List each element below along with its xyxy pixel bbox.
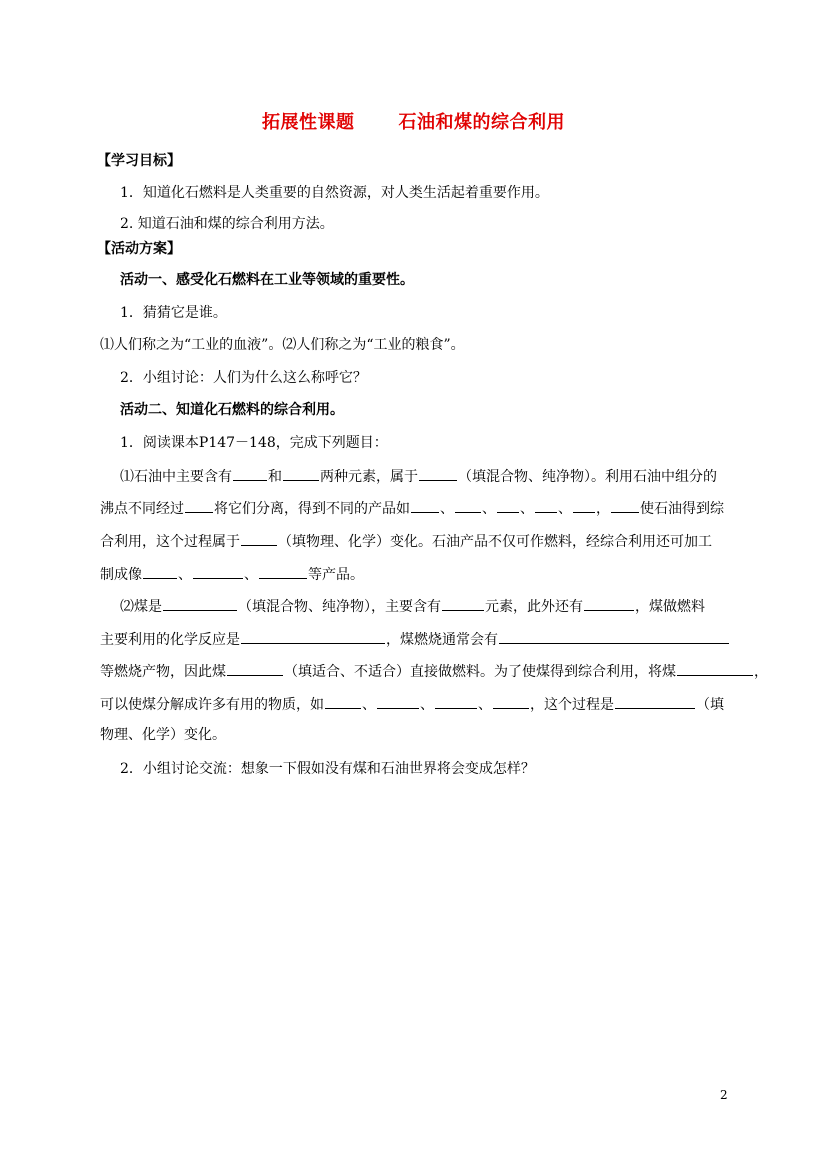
goal-1: 1．知道化石燃料是人类重要的自然资源，对人类生活起着重要作用。 bbox=[120, 185, 549, 201]
blank[interactable] bbox=[499, 629, 729, 644]
blank[interactable] bbox=[419, 466, 457, 481]
blank[interactable] bbox=[611, 498, 639, 513]
blank[interactable] bbox=[677, 661, 753, 676]
title-left: 拓展性课题 bbox=[262, 112, 355, 133]
oil-line-4: 制成像 、 、 等产品。 bbox=[100, 564, 364, 584]
blank[interactable] bbox=[325, 694, 361, 709]
blank[interactable] bbox=[584, 596, 634, 611]
coal-line-3: 等燃烧产物，因此煤 （填适合、不适合）直接做燃料。为了使煤得到综合利用，将煤 ， bbox=[100, 661, 768, 681]
blank[interactable] bbox=[185, 498, 213, 513]
blank[interactable] bbox=[435, 694, 477, 709]
plan-heading: 【活动方案】 bbox=[97, 241, 181, 257]
blank[interactable] bbox=[283, 466, 319, 481]
blank[interactable] bbox=[233, 466, 267, 481]
blank[interactable] bbox=[573, 498, 595, 513]
coal-line-4: 可以使煤分解成许多有用的物质，如 、 、 、 ，这个过程是 （填 bbox=[100, 694, 724, 714]
blank[interactable] bbox=[535, 498, 557, 513]
blank[interactable] bbox=[493, 694, 529, 709]
activity2-heading: 活动二、知道化石燃料的综合利用。 bbox=[120, 402, 344, 418]
coal-line-2: 主要利用的化学反应是 ，煤燃烧通常会有 bbox=[100, 629, 730, 649]
goals-heading: 【学习目标】 bbox=[97, 153, 181, 169]
goal-2: 2. 知道石油和煤的综合利用方法。 bbox=[120, 216, 334, 232]
blank[interactable] bbox=[163, 596, 237, 611]
page-title bbox=[0, 108, 827, 134]
blank[interactable] bbox=[193, 564, 243, 579]
oil-line-1: ⑴石油中主要含有 和 两种元素，属于 （填混合物、纯净物）。利用石油中组分的 bbox=[120, 466, 717, 486]
oil-line-2: 沸点不同经过 将它们分离，得到不同的产品如 、 、 、 、 ， 使石油得到综 bbox=[100, 498, 724, 518]
blank[interactable] bbox=[227, 661, 283, 676]
blank[interactable] bbox=[442, 596, 484, 611]
coal-line-5: 物理、化学）变化。 bbox=[100, 727, 226, 743]
discussion-question: 2．小组讨论交流：想象一下假如没有煤和石油世界将会变成怎样？ bbox=[120, 761, 535, 777]
activity1-question-1-detail: ⑴人们称之为“工业的血液”。⑵人们称之为“工业的粮食”。 bbox=[100, 337, 465, 353]
page-number: 2 bbox=[720, 1088, 728, 1102]
activity1-question-1: 1．猜猜它是谁。 bbox=[120, 305, 227, 321]
blank[interactable] bbox=[241, 531, 277, 546]
activity2-question-1: 1．阅读课本P147－148，完成下列题目： bbox=[120, 435, 388, 451]
blank[interactable] bbox=[143, 564, 177, 579]
blank[interactable] bbox=[411, 498, 439, 513]
blank[interactable] bbox=[259, 564, 307, 579]
blank[interactable] bbox=[241, 629, 385, 644]
blank[interactable] bbox=[377, 694, 419, 709]
blank[interactable] bbox=[455, 498, 481, 513]
blank[interactable] bbox=[497, 498, 519, 513]
title-right: 石油和煤的综合利用 bbox=[398, 112, 565, 133]
blank[interactable] bbox=[615, 694, 695, 709]
activity1-heading: 活动一、感受化石燃料在工业等领域的重要性。 bbox=[120, 272, 414, 288]
coal-line-1: ⑵煤是 （填混合物、纯净物），主要含有 元素，此外还有 ，煤做燃料 bbox=[120, 596, 705, 616]
oil-line-3: 合利用，这个过程属于 （填物理、化学）变化。石油产品不仅可作燃料，经综合利用还可加工 bbox=[100, 531, 712, 551]
activity1-question-2: 2．小组讨论：人们为什么这么称呼它？ bbox=[120, 370, 367, 386]
